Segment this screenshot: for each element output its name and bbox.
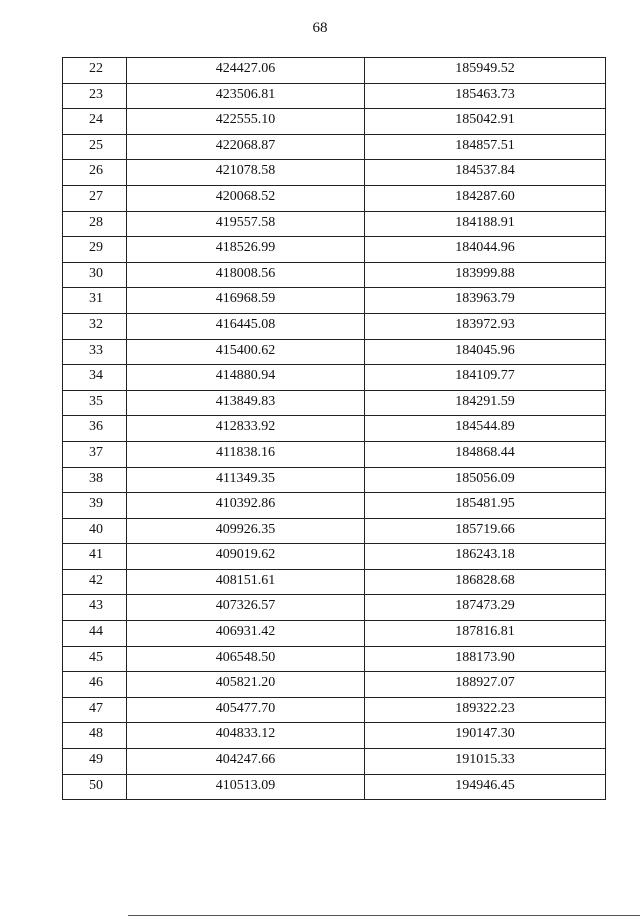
- point-number-cell: 48: [63, 723, 127, 749]
- table-row: [63, 160, 606, 186]
- table-row: [63, 441, 606, 467]
- point-number-cell: 39: [63, 493, 127, 519]
- table-row: [63, 134, 606, 160]
- x-coordinate-cell: 406931.42: [127, 621, 365, 647]
- point-number-cell: 25: [63, 134, 127, 160]
- x-coordinate-cell: 409019.62: [127, 544, 365, 570]
- y-coordinate-cell: 186243.18: [365, 544, 606, 570]
- table-row: [63, 672, 606, 698]
- point-number-cell: 40: [63, 518, 127, 544]
- x-coordinate-cell: 419557.58: [127, 211, 365, 237]
- y-coordinate-cell: 184868.44: [365, 441, 606, 467]
- point-number-cell: 26: [63, 160, 127, 186]
- x-coordinate-cell: 410392.86: [127, 493, 365, 519]
- x-coordinate-cell: 415400.62: [127, 339, 365, 365]
- x-coordinate-cell: 422555.10: [127, 109, 365, 135]
- table-row: [63, 518, 606, 544]
- table-row: [63, 697, 606, 723]
- y-coordinate-cell: 185949.52: [365, 58, 606, 84]
- y-coordinate-cell: 190147.30: [365, 723, 606, 749]
- table-row: [63, 493, 606, 519]
- point-number-cell: 38: [63, 467, 127, 493]
- table-row: [63, 58, 606, 84]
- point-number-cell: 43: [63, 595, 127, 621]
- x-coordinate-cell: 404247.66: [127, 749, 365, 775]
- y-coordinate-cell: 185056.09: [365, 467, 606, 493]
- x-coordinate-cell: 409926.35: [127, 518, 365, 544]
- y-coordinate-cell: 185719.66: [365, 518, 606, 544]
- y-coordinate-cell: 184857.51: [365, 134, 606, 160]
- point-number-cell: 31: [63, 288, 127, 314]
- x-coordinate-cell: 411838.16: [127, 441, 365, 467]
- x-coordinate-cell: 416968.59: [127, 288, 365, 314]
- y-coordinate-cell: 191015.33: [365, 749, 606, 775]
- table-row: [63, 544, 606, 570]
- x-coordinate-cell: 408151.61: [127, 569, 365, 595]
- y-coordinate-cell: 184044.96: [365, 237, 606, 263]
- point-number-cell: 34: [63, 365, 127, 391]
- y-coordinate-cell: 183972.93: [365, 313, 606, 339]
- y-coordinate-cell: 189322.23: [365, 697, 606, 723]
- point-number-cell: 46: [63, 672, 127, 698]
- point-number-cell: 45: [63, 646, 127, 672]
- table-row: [63, 339, 606, 365]
- x-coordinate-cell: 411349.35: [127, 467, 365, 493]
- x-coordinate-cell: 412833.92: [127, 416, 365, 442]
- y-coordinate-cell: 185463.73: [365, 83, 606, 109]
- table-row: [63, 467, 606, 493]
- table-row: [63, 109, 606, 135]
- x-coordinate-cell: 420068.52: [127, 185, 365, 211]
- y-coordinate-cell: 183999.88: [365, 262, 606, 288]
- table-row: [63, 595, 606, 621]
- x-coordinate-cell: 414880.94: [127, 365, 365, 391]
- table-row: [63, 749, 606, 775]
- y-coordinate-cell: 194946.45: [365, 774, 606, 800]
- y-coordinate-cell: 187473.29: [365, 595, 606, 621]
- coordinates-table: [62, 57, 606, 800]
- point-number-cell: 22: [63, 58, 127, 84]
- x-coordinate-cell: 421078.58: [127, 160, 365, 186]
- y-coordinate-cell: 184287.60: [365, 185, 606, 211]
- table-row: [63, 83, 606, 109]
- bottom-scan-line: [128, 915, 640, 916]
- point-number-cell: 33: [63, 339, 127, 365]
- table-row: [63, 237, 606, 263]
- y-coordinate-cell: 184188.91: [365, 211, 606, 237]
- coordinates-table-body: [63, 58, 606, 800]
- table-row: [63, 390, 606, 416]
- x-coordinate-cell: 405477.70: [127, 697, 365, 723]
- table-row: [63, 774, 606, 800]
- point-number-cell: 37: [63, 441, 127, 467]
- y-coordinate-cell: 184291.59: [365, 390, 606, 416]
- point-number-cell: 23: [63, 83, 127, 109]
- y-coordinate-cell: 187816.81: [365, 621, 606, 647]
- y-coordinate-cell: 188927.07: [365, 672, 606, 698]
- x-coordinate-cell: 410513.09: [127, 774, 365, 800]
- point-number-cell: 32: [63, 313, 127, 339]
- table-row: [63, 569, 606, 595]
- table-row: [63, 416, 606, 442]
- point-number-cell: 27: [63, 185, 127, 211]
- point-number-cell: 47: [63, 697, 127, 723]
- x-coordinate-cell: 422068.87: [127, 134, 365, 160]
- table-row: [63, 621, 606, 647]
- point-number-cell: 30: [63, 262, 127, 288]
- y-coordinate-cell: 184544.89: [365, 416, 606, 442]
- y-coordinate-cell: 184537.84: [365, 160, 606, 186]
- x-coordinate-cell: 405821.20: [127, 672, 365, 698]
- x-coordinate-cell: 413849.83: [127, 390, 365, 416]
- y-coordinate-cell: 185042.91: [365, 109, 606, 135]
- table-row: [63, 365, 606, 391]
- table-row: [63, 262, 606, 288]
- point-number-cell: 36: [63, 416, 127, 442]
- x-coordinate-cell: 423506.81: [127, 83, 365, 109]
- y-coordinate-cell: 183963.79: [365, 288, 606, 314]
- table-row: [63, 211, 606, 237]
- y-coordinate-cell: 185481.95: [365, 493, 606, 519]
- point-number-cell: 50: [63, 774, 127, 800]
- point-number-cell: 24: [63, 109, 127, 135]
- point-number-cell: 41: [63, 544, 127, 570]
- table-row: [63, 723, 606, 749]
- table-row: [63, 288, 606, 314]
- x-coordinate-cell: 407326.57: [127, 595, 365, 621]
- table-row: [63, 313, 606, 339]
- y-coordinate-cell: 184109.77: [365, 365, 606, 391]
- y-coordinate-cell: 184045.96: [365, 339, 606, 365]
- point-number-cell: 29: [63, 237, 127, 263]
- x-coordinate-cell: 406548.50: [127, 646, 365, 672]
- x-coordinate-cell: 416445.08: [127, 313, 365, 339]
- table-row: [63, 185, 606, 211]
- y-coordinate-cell: 186828.68: [365, 569, 606, 595]
- point-number-cell: 42: [63, 569, 127, 595]
- x-coordinate-cell: 418526.99: [127, 237, 365, 263]
- x-coordinate-cell: 424427.06: [127, 58, 365, 84]
- point-number-cell: 49: [63, 749, 127, 775]
- y-coordinate-cell: 188173.90: [365, 646, 606, 672]
- point-number-cell: 28: [63, 211, 127, 237]
- point-number-cell: 35: [63, 390, 127, 416]
- table-row: [63, 646, 606, 672]
- x-coordinate-cell: 418008.56: [127, 262, 365, 288]
- page-number: 68: [312, 20, 328, 36]
- point-number-cell: 44: [63, 621, 127, 647]
- x-coordinate-cell: 404833.12: [127, 723, 365, 749]
